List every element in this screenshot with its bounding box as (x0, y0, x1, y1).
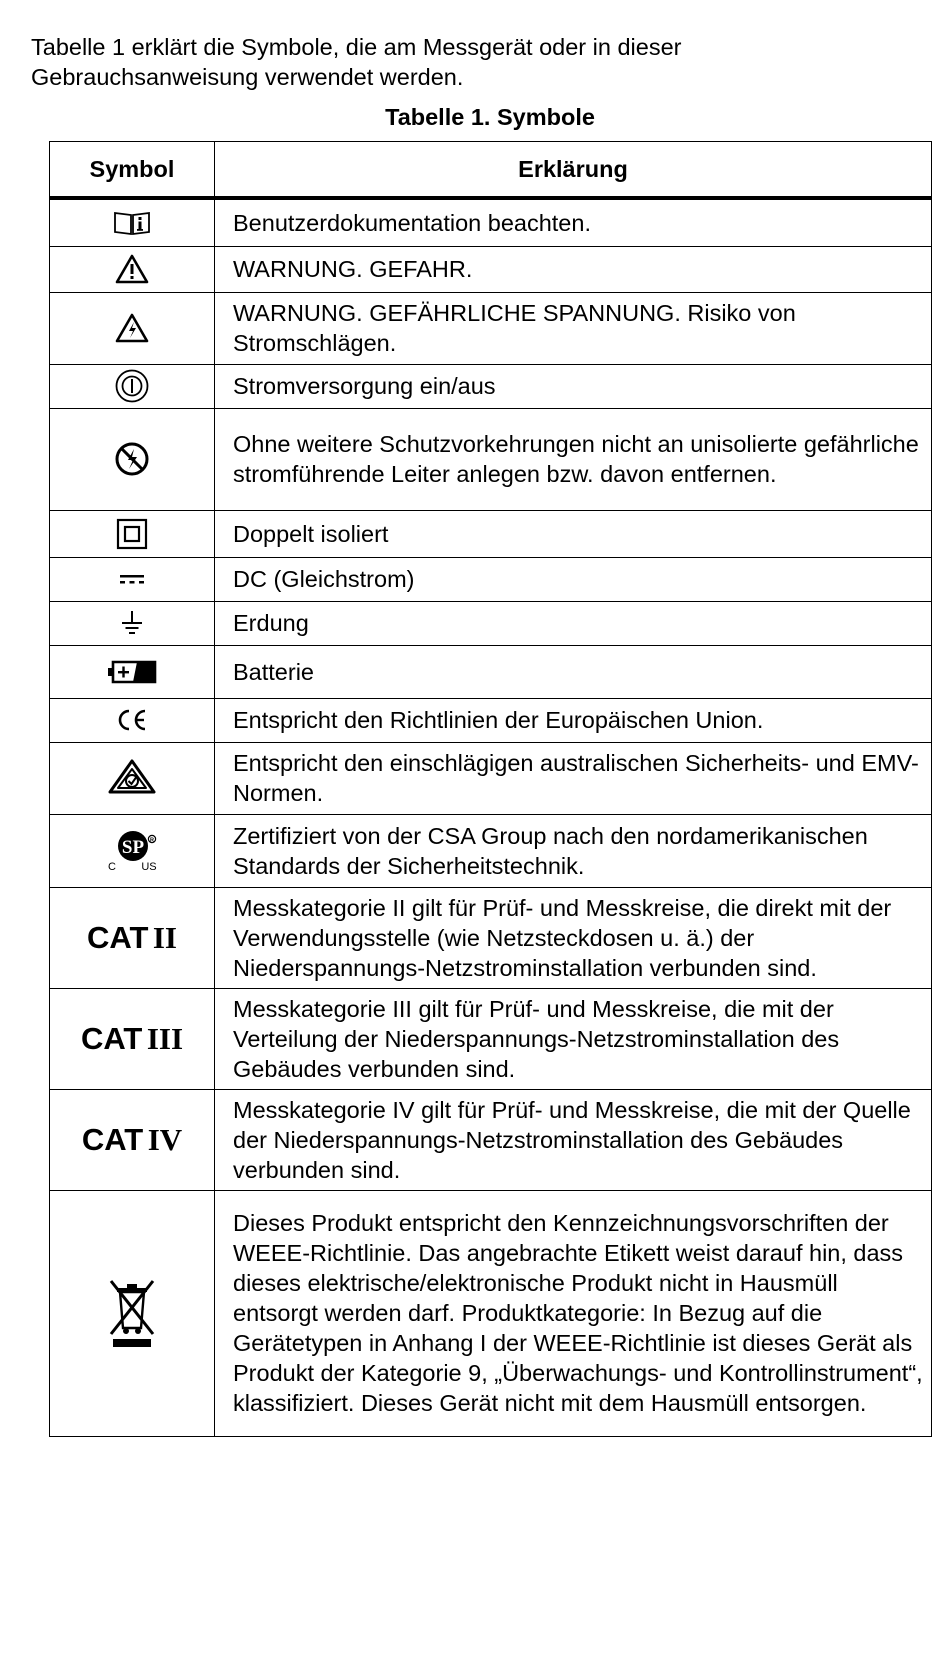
table-caption: Tabelle 1. Symbole (385, 104, 595, 130)
table-row (50, 364, 932, 408)
explanation-cell: Entspricht den einschlägigen australischen Sicherheits- und EMV-Normen. (215, 742, 932, 814)
cat-iii-icon (50, 988, 215, 1089)
explanation-cell: Batterie (215, 645, 932, 698)
table-row (50, 1190, 932, 1436)
symbol-cell (50, 1190, 215, 1436)
dc-icon (118, 572, 146, 586)
symbol-cell (50, 742, 215, 814)
table-header-row (50, 142, 932, 199)
table-row (50, 510, 932, 557)
double-insulated-icon (116, 518, 148, 550)
power-on-off-icon (114, 368, 150, 404)
cat-label: CAT (80, 1020, 143, 1056)
header-explanation: Erklärung (215, 142, 932, 199)
explanation-cell: Dieses Produkt entspricht den Kennzeichnungsvorschriften der WEEE-Richtlinie. Das angebrachte Etikett weist darauf hin, dass dieses elektrische/elektronische Produkt nicht in Hausmüll entsorgt werden darf. Produktkategorie: In Bezug auf die Gerätetypen in Anhang I der WEEE-Richtlinie ist dieses Gerät als Produkt der Kategorie 9, „Überwachungs- und Kontrollinstrument“, klassifiziert. Dieses Gerät nicht mit dem Hausmüll entsorgen. (215, 1190, 932, 1436)
high-voltage-warning-icon (115, 313, 149, 343)
symbol-cell (50, 698, 215, 742)
ground-icon (120, 609, 144, 637)
symbol-cell (50, 601, 215, 645)
symbol-cell (50, 408, 215, 510)
symbols-table (49, 141, 932, 1437)
table-row (50, 246, 932, 292)
explanation-cell: Stromversorgung ein/aus (215, 364, 932, 408)
csa-mark-icon (97, 826, 167, 876)
symbol-cell (50, 814, 215, 887)
cat-label: CAT (81, 1121, 144, 1157)
cat-iv-icon (50, 1089, 215, 1190)
explanation-cell: Erdung (215, 601, 932, 645)
explanation-cell: Doppelt isoliert (215, 510, 932, 557)
svg-text:SP: SP (121, 836, 145, 858)
explanation-cell: WARNUNG. GEFAHR. (215, 246, 932, 292)
manual-info-icon (112, 209, 152, 237)
table-row (50, 988, 932, 1089)
cat-label: CAT (86, 919, 149, 955)
weee-bin-icon (106, 1278, 158, 1348)
no-live-conductor-icon (114, 441, 150, 477)
cat-roman: II (152, 919, 177, 955)
explanation-cell: Zertifiziert von der CSA Group nach den nordamerikanischen Standards der Sicherheitstechnik. (215, 814, 932, 887)
table-row (50, 292, 932, 364)
csa-sub-us: US (141, 860, 157, 873)
table-row (50, 814, 932, 887)
table-row (50, 557, 932, 601)
cat-roman: IV (147, 1121, 183, 1157)
explanation-cell: Entspricht den Richtlinien der Europäischen Union. (215, 698, 932, 742)
explanation-cell: Benutzerdokumentation beachten. (215, 198, 932, 246)
symbol-cell (50, 364, 215, 408)
symbol-cell (50, 292, 215, 364)
table-row (50, 408, 932, 510)
explanation-cell: Messkategorie IV gilt für Prüf- und Messkreise, die mit der Quelle der Niederspannungs-Netzstrominstallation des Gebäudes verbunden sind. (215, 1089, 932, 1190)
csa-sub-c: C (108, 860, 116, 873)
ce-mark-icon (115, 708, 149, 732)
explanation-cell: Messkategorie III gilt für Prüf- und Messkreise, die mit der Verteilung der Niederspannungs-Netzstrominstallation des Gebäudes verbunden sind. (215, 988, 932, 1089)
symbol-cell (50, 198, 215, 246)
intro-paragraph: Tabelle 1 erklärt die Symbole, die am Messgerät oder in dieser Gebrauchsanweisung verwendet werden. (31, 34, 682, 90)
table-row (50, 887, 932, 988)
table-row (50, 742, 932, 814)
battery-icon (107, 659, 157, 685)
table-row (50, 1089, 932, 1190)
symbol-cell (50, 246, 215, 292)
symbol-cell (50, 510, 215, 557)
explanation-cell: Ohne weitere Schutzvorkehrungen nicht an unisolierte gefährliche stromführende Leiter anlegen bzw. davon entfernen. (215, 408, 932, 510)
cat-ii-icon (50, 887, 215, 988)
symbol-cell (50, 557, 215, 601)
svg-text:R: R (150, 837, 154, 843)
explanation-cell: DC (Gleichstrom) (215, 557, 932, 601)
warning-triangle-icon (115, 254, 149, 284)
explanation-cell: Messkategorie II gilt für Prüf- und Messkreise, die direkt mit der Verwendungsstelle (wie Netzsteckdosen u. ä.) der Niederspannungs-Netzstrominstallation verbunden sind. (215, 887, 932, 988)
cat-roman: III (146, 1020, 184, 1056)
table-row (50, 198, 932, 246)
table-row (50, 601, 932, 645)
header-symbol: Symbol (50, 142, 215, 199)
table-row (50, 645, 932, 698)
table-row (50, 698, 932, 742)
explanation-cell: WARNUNG. GEFÄHRLICHE SPANNUNG. Risiko von Stromschlägen. (215, 292, 932, 364)
rcm-mark-icon (107, 758, 157, 798)
symbol-cell (50, 645, 215, 698)
